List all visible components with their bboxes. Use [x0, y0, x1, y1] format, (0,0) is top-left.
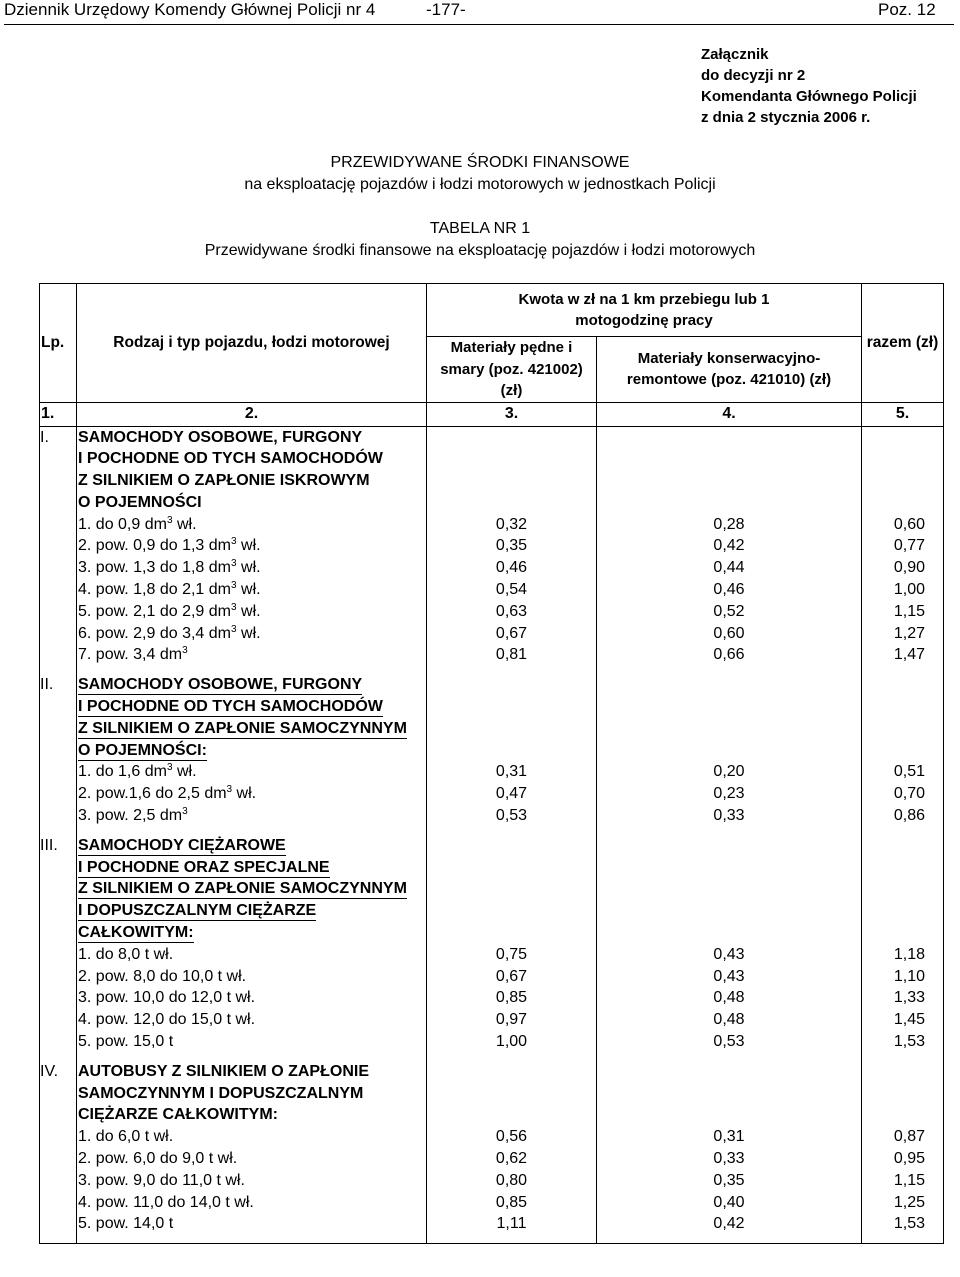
- fuel-cost-value: 0,53: [495, 807, 528, 825]
- cost-table: [39, 283, 944, 1244]
- maintenance-cost-value: 0,40: [713, 1193, 745, 1211]
- maintenance-cost-value: 0,20: [713, 763, 745, 781]
- vehicle-category: [78, 1192, 426, 1214]
- section-heading-line: I POCHODNE OD TYCH SAMOCHODÓW: [78, 450, 383, 468]
- total-cost-value: 1,15: [893, 1171, 925, 1189]
- section-heading-line: I POCHODNE OD TYCH SAMOCHODÓW: [78, 698, 383, 716]
- header-fuel: Materiały pędne i smary (poz. 421002) (zł): [427, 337, 597, 403]
- maintenance-cost-value: 0,42: [713, 1215, 745, 1233]
- fuel-cost-value: 0,75: [495, 945, 528, 963]
- fuel-cost-value: 1,11: [496, 1215, 527, 1233]
- category-label: 1. do 1,6 dm: [78, 763, 167, 781]
- category-suffix: wł.: [236, 581, 261, 599]
- category-label: 1. do 0,9 dm: [78, 515, 167, 533]
- total-cost-value: 1,53: [893, 1033, 925, 1051]
- section-heading-line: AUTOBUSY Z SILNIKIEM O ZAPŁONIE: [78, 1062, 369, 1080]
- unit-superscript: 3: [166, 762, 173, 774]
- total-cost-value: 1,33: [893, 989, 925, 1007]
- category-suffix: wł.: [236, 537, 261, 555]
- maintenance-cost-value: 0,35: [713, 1171, 745, 1189]
- section-heading-line: CIĘŻARZE CAŁKOWITYM:: [78, 1106, 278, 1124]
- fuel-cost-value: 0,56: [495, 1128, 528, 1146]
- category-label: 3. pow. 2,5 dm: [78, 807, 183, 825]
- vehicle-category: [78, 1148, 426, 1170]
- vehicle-category: [78, 1126, 426, 1148]
- fuel-cost-value: 0,63: [495, 602, 528, 620]
- total-cost-value: 1,47: [893, 646, 925, 664]
- header-divider: [4, 24, 954, 25]
- section-number: III.: [40, 836, 58, 854]
- category-label: 4. pow. 1,8 do 2,1 dm: [78, 581, 231, 599]
- maintenance-cost-value: 0,44: [713, 559, 745, 577]
- vehicle-category: [78, 623, 426, 645]
- header-total: razem (zł): [862, 284, 944, 403]
- section-heading-line: I DOPUSZCZALNYM CIĘŻARZE: [78, 902, 317, 920]
- table-subtitle: Przewidywane środki finansowe na eksploatację pojazdów i łodzi motorowych: [204, 242, 756, 259]
- column-number: 5.: [862, 402, 944, 426]
- unit-superscript: 3: [231, 536, 237, 548]
- total-cost-value: 1,25: [893, 1193, 925, 1211]
- vehicle-category: [78, 1031, 426, 1053]
- total-cost-value: 0,77: [893, 537, 925, 555]
- maintenance-cost-value: 0,53: [713, 1033, 745, 1051]
- unit-superscript: 3: [226, 784, 233, 796]
- column-number: 1.: [40, 402, 77, 426]
- unit-superscript: 3: [182, 806, 188, 818]
- column-number: 4.: [597, 402, 862, 426]
- category-label: 5. pow. 2,1 do 2,9 dm: [78, 602, 231, 620]
- unit-superscript: 3: [231, 601, 237, 613]
- unit-superscript: 3: [231, 623, 237, 635]
- category-label: 3. pow. 1,3 do 1,8 dm: [78, 559, 231, 577]
- annex-line: do decyzji nr 2: [701, 67, 806, 84]
- vehicle-category: [78, 761, 426, 783]
- annex-block: [701, 44, 917, 128]
- page-number: -177-: [426, 0, 466, 19]
- total-cost-value: 0,95: [893, 1150, 925, 1167]
- fuel-cost-value: 0,47: [495, 785, 528, 803]
- fuel-cost-value: 0,81: [495, 646, 528, 664]
- category-label: 1. do 6,0 t wł.: [78, 1128, 174, 1146]
- vehicle-category: [78, 644, 426, 666]
- total-cost-value: 1,18: [893, 945, 925, 963]
- vehicle-category: [78, 944, 426, 966]
- category-suffix: wł.: [172, 515, 197, 533]
- fuel-cost-value: 0,32: [495, 515, 528, 533]
- maintenance-cost-value: 0,31: [713, 1128, 745, 1146]
- total-cost-value: 0,86: [893, 807, 925, 825]
- section-heading-line: SAMOCHODY OSOBOWE, FURGONY: [78, 676, 363, 694]
- vehicle-category: [78, 557, 426, 579]
- total-cost-value: 1,27: [893, 624, 925, 642]
- maintenance-cost-value: 0,33: [713, 807, 745, 825]
- total-cost-value: 0,60: [893, 515, 925, 533]
- maintenance-cost-value: 0,28: [713, 515, 745, 533]
- fuel-cost-value: 0,67: [495, 967, 528, 985]
- total-cost-value: 1,15: [893, 602, 925, 620]
- vehicle-category: [78, 535, 426, 557]
- section-heading-line: Z SILNIKIEM O ZAPŁONIE ISKROWYM: [78, 472, 370, 490]
- section-heading-line: SAMOCHODY OSOBOWE, FURGONY: [78, 428, 363, 446]
- unit-superscript: 3: [166, 514, 173, 526]
- fuel-cost-value: 1,00: [495, 1033, 528, 1051]
- annex-line: z dnia 2 stycznia 2006 r.: [701, 109, 871, 126]
- category-suffix: wł.: [236, 624, 261, 642]
- fuel-cost-value: 0,35: [495, 537, 528, 555]
- section-number: I.: [40, 428, 49, 446]
- unit-superscript: 3: [231, 558, 237, 570]
- vehicle-category: [78, 1170, 426, 1192]
- header-vehicle-type: Rodzaj i typ pojazdu, łodzi motorowej: [77, 284, 427, 403]
- section-heading-line: CAŁKOWITYM:: [78, 924, 194, 942]
- maintenance-cost-value: 0,33: [713, 1150, 745, 1167]
- total-cost-value: 0,51: [893, 763, 925, 781]
- fuel-cost-value: 0,54: [495, 581, 528, 599]
- category-label: 3. pow. 10,0 do 12,0 t wł.: [78, 989, 256, 1007]
- table-section: [40, 835, 944, 1061]
- column-number: 3.: [427, 402, 597, 426]
- total-cost-value: 1,10: [893, 967, 925, 985]
- section-heading-line: O POJEMNOŚCI:: [78, 741, 207, 759]
- category-label: 7. pow. 3,4 dm: [78, 646, 183, 664]
- vehicle-category: [78, 783, 426, 805]
- maintenance-cost-value: 0,48: [713, 1011, 745, 1029]
- maintenance-cost-value: 0,60: [713, 624, 745, 642]
- vehicle-category: [78, 514, 426, 536]
- fuel-cost-value: 0,85: [495, 1193, 528, 1211]
- vehicle-category: [78, 987, 426, 1009]
- position-number: Poz. 12: [878, 0, 936, 19]
- unit-superscript: 3: [231, 580, 237, 592]
- category-suffix: wł.: [172, 763, 197, 781]
- publication-title: Dziennik Urzędowy Komendy Głównej Policji nr 4: [4, 0, 376, 19]
- table-body: [40, 426, 944, 1244]
- fuel-cost-value: 0,67: [495, 624, 528, 642]
- total-cost-value: 1,00: [893, 581, 925, 599]
- section-number: II.: [40, 676, 54, 694]
- document-title: PRZEWIDYWANE ŚRODKI FINANSOWE: [330, 154, 630, 171]
- fuel-cost-value: 0,62: [495, 1150, 528, 1167]
- section-heading-line: O POJEMNOŚCI: [78, 493, 202, 511]
- unit-superscript: 3: [182, 645, 188, 657]
- vehicle-category: [78, 601, 426, 623]
- category-label: 5. pow. 14,0 t: [78, 1215, 174, 1233]
- category-label: 2. pow.1,6 do 2,5 dm: [78, 785, 227, 803]
- total-cost-value: 0,87: [893, 1128, 925, 1146]
- section-heading-line: SAMOCZYNNYM I DOPUSZCZALNYM: [78, 1084, 364, 1102]
- total-cost-value: 1,45: [893, 1011, 925, 1029]
- table-title: TABELA NR 1: [429, 220, 531, 237]
- fuel-cost-value: 0,97: [495, 1011, 528, 1029]
- maintenance-cost-value: 0,42: [713, 537, 745, 555]
- section-heading-line: Z SILNIKIEM O ZAPŁONIE SAMOCZYNNYM: [78, 880, 407, 898]
- table-section: [40, 426, 944, 674]
- category-label: 2. pow. 6,0 do 9,0 t wł.: [78, 1150, 238, 1167]
- category-suffix: wł.: [236, 602, 261, 620]
- maintenance-cost-value: 0,43: [713, 945, 745, 963]
- category-suffix: wł.: [236, 559, 261, 577]
- vehicle-category: [78, 1009, 426, 1031]
- category-label: 4. pow. 12,0 do 15,0 t wł.: [78, 1011, 256, 1029]
- category-suffix: wł.: [232, 785, 257, 803]
- category-label: 6. pow. 2,9 do 3,4 dm: [78, 624, 231, 642]
- vehicle-category: [78, 1213, 426, 1235]
- fuel-cost-value: 0,85: [495, 989, 528, 1007]
- fuel-cost-value: 0,80: [495, 1171, 528, 1189]
- document-subtitle: na eksploatację pojazdów i łodzi motorowych w jednostkach Policji: [244, 176, 716, 193]
- table-section: [40, 674, 944, 835]
- section-heading-line: SAMOCHODY CIĘŻAROWE: [78, 836, 286, 854]
- maintenance-cost-value: 0,23: [713, 785, 745, 803]
- total-cost-value: 0,90: [893, 559, 925, 577]
- header-lp: Lp.: [40, 284, 77, 403]
- vehicle-category: [78, 579, 426, 601]
- fuel-cost-value: 0,46: [495, 559, 528, 577]
- section-heading-line: Z SILNIKIEM O ZAPŁONIE SAMOCZYNNYM: [78, 719, 407, 737]
- section-heading-line: I POCHODNE ORAZ SPECJALNE: [78, 858, 330, 876]
- category-label: 2. pow. 8,0 do 10,0 t wł.: [78, 967, 247, 985]
- annex-line: Załącznik: [701, 46, 769, 63]
- total-cost-value: 0,70: [893, 785, 925, 803]
- total-cost-value: 1,53: [893, 1215, 925, 1233]
- maintenance-cost-value: 0,46: [713, 581, 745, 599]
- vehicle-category: [78, 966, 426, 988]
- maintenance-cost-value: 0,48: [713, 989, 745, 1007]
- column-number: 2.: [77, 402, 427, 426]
- section-number: IV.: [40, 1062, 59, 1080]
- vehicle-category: [78, 805, 426, 827]
- maintenance-cost-value: 0,43: [713, 967, 745, 985]
- table-section: [40, 1061, 944, 1244]
- category-label: 2. pow. 0,9 do 1,3 dm: [78, 537, 231, 555]
- maintenance-cost-value: 0,66: [713, 646, 745, 664]
- fuel-cost-value: 0,31: [495, 763, 528, 781]
- category-label: 5. pow. 15,0 t: [78, 1033, 174, 1051]
- category-label: 3. pow. 9,0 do 11,0 t wł.: [78, 1171, 245, 1189]
- category-label: 4. pow. 11,0 do 14,0 t wł.: [78, 1193, 254, 1211]
- annex-line: Komendanta Głównego Policji: [701, 88, 917, 105]
- header-maintenance: Materiały konserwacyjno-remontowe (poz. 421010) (zł): [597, 337, 862, 403]
- header-amount-group: Kwota w zł na 1 km przebiegu lub 1 motogodzinę pracy: [427, 284, 862, 337]
- category-label: 1. do 8,0 t wł.: [78, 945, 174, 963]
- maintenance-cost-value: 0,52: [713, 602, 745, 620]
